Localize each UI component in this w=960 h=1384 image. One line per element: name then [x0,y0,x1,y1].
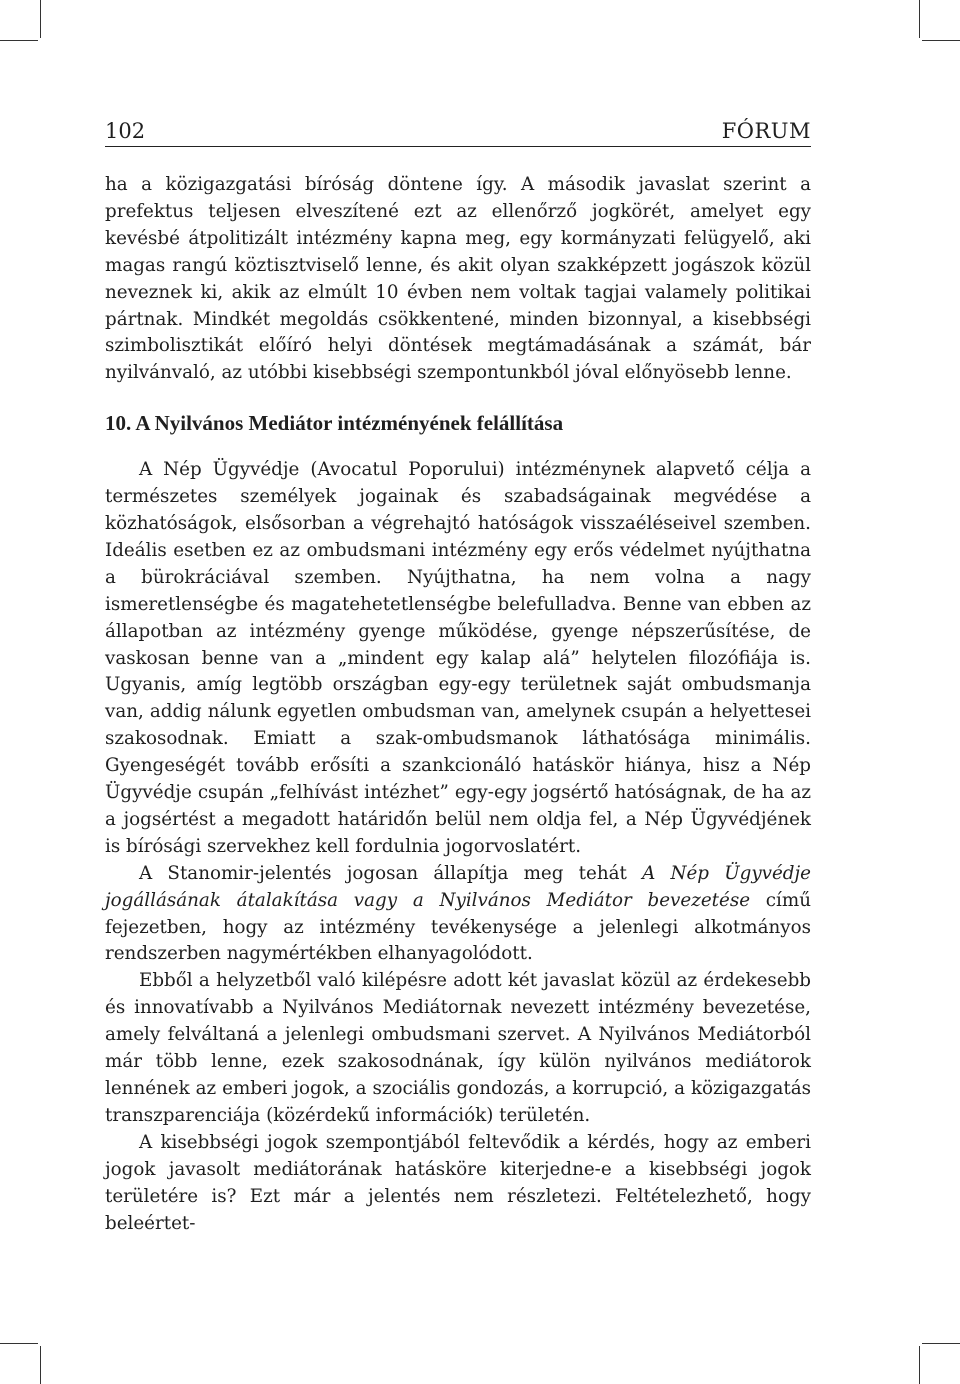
paragraph-text: című fejezetben, hogy az intézmény tevékenysége a jelenlegi alkotmányos rendszerben nagymértékben elhanyagolódott. [105,889,812,965]
paragraph-nep-ugyvedje: A Nép Ügyvédje (Avocatul Poporului) intézménynek alapvető célja a természetes személyek jogainak és szabadságainak megvédése a közhatóságok, elsősorban a végrehajtó hatóságok visszaéléseivel szemben. Ideális esetben ez az ombudsmani intézmény egy erős védelmet nyújthatna a bürokráciával szemben. Nyújthatna, ha nem volna a nagy ismeretlenségbe és magatehetetlenségbe belefulladva. Benne van ebben az állapotban az intézmény gyenge működése, gyenge népszerűsítése, de vaskosan benne van a „mindent egy kalap alá” helytelen filozófiája is. Ugyanis, amíg legtöbb országban egy-egy területnek saját ombudsmanja van, addig nálunk egyetlen ombudsman van, amelynek csupán a helyettesei szakosodnak. Emiatt a szak-ombudsmanok láthatósága minimális. Gyengeségét tovább erősíti a szankcionáló hatáskör hiánya, hisz a Nép Ügyvédje csupán „felhívást intézhet” egy-egy jogsértő hatóságnak, de ha az a jogsértést a megadott határidőn belül nem oldja fel, a Nép Ügyvédjének is bírósági szervekhez kell fordulnia jogorvoslatért. [105,459,811,857]
crop-mark-bottom-right-v [919,1346,920,1384]
crop-mark-bottom-right-h [922,1343,960,1344]
paragraph-text: A Stanomir-jelentés jogosan állapítja meg tehát [139,862,643,884]
header-rule [105,146,811,147]
section-heading: 10. A Nyilvános Mediátor intézményének felállítása [105,411,564,436]
body-text [105,172,811,1237]
journal-title: FÓRUM [721,119,811,143]
paragraph-stanomir-report [105,861,811,969]
paragraph-continuation: ha a közigazgatási bíróság döntene így. A második javaslat szerint a prefektus teljesen elveszítené ezt az ellenőrző jogkörét, amelyet egy kevésbé átpolitizált intézmény kapna meg, egy kormányzati felügyelő, aki magas rangú köztisztviselő lenne, és akit olyan szakképzett jogászok közül neveznek ki, akik az elmúlt 10 évben nem voltak tagjai valamely politikai pártnak. Mindkét megoldás csökkentené, minden bizonnyal, a kisebbségi szimbolisztikát előíró helyi döntések megtámadásának a számát, bár nyilvánvaló, az utóbbi kisebbségi szempontunkból jóval előnyösebb lenne. [105,174,811,384]
crop-mark-bottom-left-v [40,1346,41,1384]
crop-mark-top-left-h [0,40,38,41]
crop-mark-top-left-v [40,0,41,38]
page-number: 102 [105,119,146,143]
chapter-title-italic: A Nép Ügyvédje jogállásának átalakítása vagy a Nyilvános Mediátor bevezetése [105,862,811,911]
crop-mark-top-right-h [922,40,960,41]
crop-mark-top-right-v [919,0,920,38]
paragraph-minority-rights: A kisebbségi jogok szempontjából feltevődik a kérdés, hogy az emberi jogok javasolt mediátorának hatásköre kiterjedne-e a kisebbségi jogok területére is? Ezt már a jelentés nem részletezi. Feltételezhető, hogy beleértet- [105,1131,811,1234]
crop-mark-bottom-left-h [0,1343,38,1344]
running-head [105,116,811,146]
paragraph-public-mediator: Ebből a helyzetből való kilépésre adott két javaslat közül az érdekesebb és innovatívabb a Nyilvános Mediátornak nevezett intézmény bevezetése, amely felváltaná a jelenlegi ombudsmani szervet. A Nyilvános Mediátorból már több lenne, ezek szakosodnának, így külön nyilvános mediátorok lennének az emberi jogok, a szociális gondozás, a korrupció, a közigazgatás transzparenciája (közérdekű információk) területén. [105,970,811,1126]
